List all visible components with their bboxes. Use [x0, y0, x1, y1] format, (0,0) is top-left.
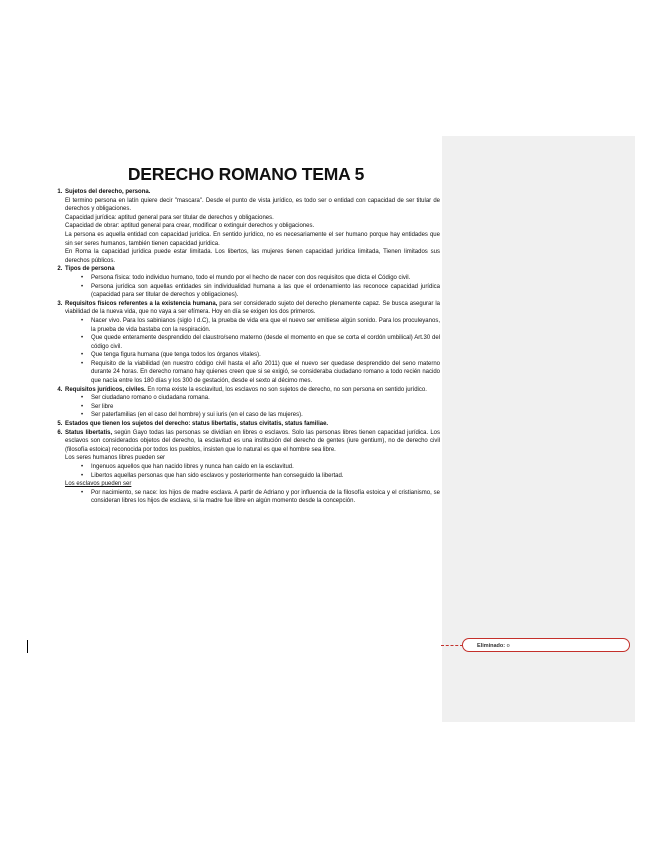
list-item: • Que tenga figura humana (que tenga todos los órganos vitales).: [91, 351, 440, 360]
section-item: [64, 420, 440, 429]
section-heading: 1. Sujetos del derecho, persona.: [65, 189, 151, 195]
list-item: • Que quede enteramente desprendido del claustro/seno materno (desde el momento en que se corta el cordón umbilical) Art.30 del código civil.: [91, 334, 440, 351]
bullet-list: [65, 463, 440, 480]
list-item: • Nacer vivo. Para los sabinianos (siglo I d.C), la prueba de vida era que el nuevo ser emitiese algún sonido. Para los proculeyanos, la prueba de vida bastaba con la respiración.: [91, 317, 440, 334]
section-heading: Requisitos físicos referentes a la existencia humana,: [65, 300, 218, 307]
paragraph: Los seres humanos libres pueden ser: [65, 455, 166, 462]
bullet-list: [65, 274, 440, 300]
comment-label: Eliminado:: [477, 643, 506, 649]
list-item: • Ser ciudadano romano o ciudadana romana.: [91, 394, 440, 403]
list-item: • Ingenuos aquellos que han nacido libres y nunca han caído en la esclavitud.: [91, 463, 440, 472]
section-heading: 2. Tipos de persona: [65, 266, 115, 273]
section-paragraph: [65, 386, 440, 395]
section-heading: Requisitos jurídicos, civiles.: [65, 386, 146, 393]
list-item: • Requisito de la viabilidad (en nuestro código civil hasta el año 2011) que el nuevo ser quedase desprendido del seno materno durante 24 horas. En derecho romano hay quienes creen que si se exigió, se consideraba ciudadano romano a todo recién nacido que nacía entre los 180 días y los 300 de gestación, desde el sexto al décimo mes.: [91, 360, 440, 386]
paragraph: Capacidad jurídica: aptitud general para ser titular de derechos y obligaciones.: [65, 214, 274, 221]
bullet-list: [65, 489, 440, 506]
comment-connector: [441, 645, 463, 646]
section-paragraph: [65, 300, 440, 317]
section-text: según Gayo todas las personas se dividían en libres o esclavos. Solo las personas libres tienen capacidad jurídica. Los esclavos son considerados objetos del derecho, la esclavitud es una institución del derecho de gentes (iure gentium), no de derecho civil (filosofía estoica) reconocida por todos los pueblos, insisten que lo natural es que el hombre sea libre.: [65, 429, 440, 453]
list-item: • Libertos aquellas personas que han sido esclavos y posteriormente han conseguido la libertad.: [91, 472, 440, 481]
bullet-list: [65, 317, 440, 386]
paragraph: La persona es aquella entidad con capacidad jurídica. En sentido jurídico, no es necesariamente el ser humano porque hay entidades que sin ser seres humanos, también tienen capacidad jurídica.: [65, 231, 440, 247]
document-page: [52, 163, 440, 506]
section-heading: Estados que tienen los sujetos del derecho:: [65, 421, 191, 428]
comment-pane: [442, 136, 635, 722]
section-paragraph: [65, 420, 440, 429]
section-item: [64, 265, 440, 299]
document-title: DERECHO ROMANO TEMA 5: [127, 164, 365, 184]
section-item: [64, 386, 440, 420]
text-cursor: [27, 640, 28, 653]
subheading: Los esclavos pueden ser: [65, 481, 132, 488]
paragraph: El termino persona en latín quiere decir "mascara". Desde el punto de vista jurídico, es todo ser o entidad con capacidad de ser titular de derechos y obligaciones.: [65, 197, 440, 213]
section-text: En roma existe la esclavitud, los esclavos no son sujetos de derecho, no son persona en sentido jurídico.: [147, 386, 427, 393]
list-item: • Ser libre: [91, 403, 440, 412]
section-item: [64, 300, 440, 386]
section-item: [64, 429, 440, 506]
section-text: para ser considerado sujeto del derecho plenamente capaz. Se busca asegurar la viabilidad de la nueva vida, que no vaya a ser efímera. Hoy en día se exigen los dos primeros.: [65, 300, 440, 316]
section-item: [64, 188, 440, 265]
list-item: • Por nacimiento, se nace: los hijos de madre esclava. A partir de Adriano y por influencia de la filosofía estoica y el cristianismo, se consideran libres los hijos de esclava, si la madre fue libre en algún momento desde la concepción.: [91, 489, 440, 506]
paragraph: Capacidad de obrar: aptitud general para crear, modificar o extinguir derechos y obligaciones.: [65, 223, 315, 230]
list-item: • Persona jurídica son aquellas entidades sin individualidad humana a las que el ordenamiento las reconoce capacidad jurídica (capacidad para ser titular de derechos y obligaciones).: [91, 283, 440, 300]
section-text: status libertatis, status civitatis, status familiae.: [192, 421, 329, 428]
section-paragraph: [65, 429, 440, 455]
list-item: • Ser paterfamilias (en el caso del hombre) y sui iuris (en el caso de las mujeres).: [91, 411, 440, 420]
section-heading: Status libertatis,: [65, 429, 113, 436]
paragraph: En Roma la capacidad jurídica puede estar limitada. Los libertos, las mujeres tienen capacidad jurídica limitada, Tienen limitados sus derechos públicos.: [65, 249, 440, 264]
list-item: • Persona física: todo individuo humano, todo el mundo por el hecho de nacer con dos requisitos que dicta el Código civil.: [91, 274, 440, 283]
bullet-list: [65, 394, 440, 420]
section-list: [52, 188, 440, 506]
deletion-comment[interactable]: [462, 638, 630, 652]
comment-text: o: [506, 643, 510, 649]
